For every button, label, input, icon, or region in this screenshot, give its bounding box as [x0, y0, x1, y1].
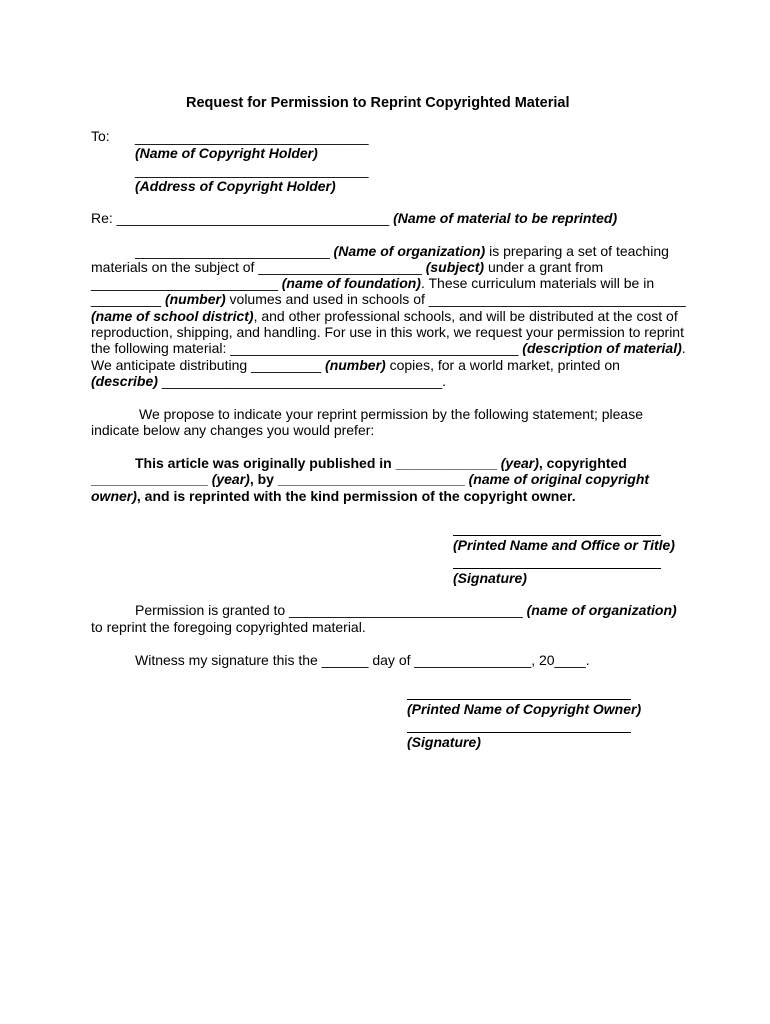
org-caption: (Name of organization) [333, 243, 486, 259]
to-label: To: [91, 128, 110, 144]
original-owner-caption: owner) [91, 488, 137, 504]
foundation-blank: ________________________ [91, 275, 278, 291]
body-line-8 [91, 357, 620, 373]
body-line-6: reproduction, shipping, and handling. For use in this work, we request your permission to reprint [91, 324, 684, 340]
body-line-3 [91, 275, 654, 291]
owner-signature-caption: (Signature) [407, 734, 481, 750]
owner-printed-name-caption: (Printed Name of Copyright Owner) [407, 701, 642, 717]
granted-org-caption: (name of organization) [526, 602, 677, 618]
body-text: materials on the subject of [91, 259, 255, 275]
day-blank: ______ [321, 652, 369, 668]
propose-line-2: indicate below any changes you would prefer: [91, 422, 375, 438]
grant-line-1 [135, 602, 677, 618]
material-blank: _____________________________________ [230, 340, 519, 356]
describe-caption: (describe) [91, 373, 158, 389]
copyright-year-blank: _______________ [91, 471, 208, 487]
to-holder-name-caption: (Name of Copyright Holder) [135, 145, 318, 161]
copies-blank: _________ [251, 357, 322, 373]
material-caption: (description of material) [522, 340, 682, 356]
body-line-1 [135, 243, 669, 259]
re-line [91, 210, 617, 226]
foundation-caption: (name of foundation) [281, 275, 421, 291]
subject-blank: _____________________ [258, 259, 422, 275]
org-blank: _________________________ [135, 243, 330, 259]
grant-line-2: to reprint the foregoing copyrighted material. [91, 619, 366, 635]
witness-line [135, 652, 590, 668]
copies-caption: (number) [325, 357, 386, 373]
propose-line-1: We propose to indicate your reprint permission by the following statement; please [139, 406, 644, 422]
statement-line-1 [135, 455, 627, 471]
statement-line-3 [91, 488, 576, 504]
owner-printed-name-line [407, 699, 631, 700]
granted-org-blank: ______________________________ [289, 602, 523, 618]
witness-text: day of [372, 652, 411, 668]
volumes-caption: (number) [164, 291, 226, 307]
describe-blank: ____________________________________ [161, 373, 443, 389]
witness-text: Witness my signature this the [135, 652, 318, 668]
body-text: , and other professional schools, and will be distributed at the cost of [253, 308, 678, 324]
owner-signature-line [407, 732, 631, 733]
signature-caption: (Signature) [453, 570, 527, 586]
district-blank: _________________________________ [428, 291, 686, 307]
body-line-4 [91, 291, 686, 307]
grant-text: Permission is granted to [135, 602, 286, 618]
to-holder-address-caption: (Address of Copyright Holder) [135, 178, 336, 194]
body-text: We anticipate distributing [91, 357, 248, 373]
original-owner-blank: ________________________ [277, 471, 465, 487]
statement-text: , by [249, 471, 274, 487]
body-text: volumes and used in schools of [229, 291, 425, 307]
statement-text: , copyrighted [538, 455, 627, 471]
published-year-caption: (year) [500, 455, 539, 471]
body-text: is preparing a set of teaching [489, 243, 669, 259]
statement-text: This article was originally published in [135, 455, 392, 471]
signature-line [453, 568, 661, 569]
document-title: Request for Permission to Reprint Copyrighted Material [186, 95, 570, 111]
printed-name-line [453, 535, 661, 536]
re-caption: (Name of material to be reprinted) [393, 210, 618, 226]
to-holder-address-blank: ______________________________ [135, 162, 369, 178]
to-holder-name-blank: ______________________________ [135, 129, 369, 145]
volumes-blank: _________ [91, 291, 162, 307]
body-line-7 [91, 340, 686, 356]
witness-text: . [585, 652, 590, 668]
published-year-blank: _____________ [395, 455, 497, 471]
district-caption: (name of school district) [91, 308, 254, 324]
body-text: . These curriculum materials will be in [420, 275, 655, 291]
original-owner-caption: (name of original copyright [468, 471, 650, 487]
statement-line-2 [91, 471, 649, 487]
body-text: . [442, 373, 447, 389]
body-text: the following material: [91, 340, 227, 356]
body-text: . [681, 340, 686, 356]
body-text: under a grant from [487, 259, 604, 275]
body-text: copies, for a world market, printed on [389, 357, 620, 373]
subject-caption: (subject) [425, 259, 485, 275]
statement-text: , and is reprinted with the kind permission of the copyright owner. [136, 488, 576, 504]
re-label: Re: [91, 210, 113, 226]
printed-name-caption: (Printed Name and Office or Title) [453, 537, 675, 553]
witness-text: , 20 [531, 652, 555, 668]
copyright-year-caption: (year) [211, 471, 250, 487]
body-line-9 [91, 373, 446, 389]
month-blank: _______________ [414, 652, 532, 668]
body-line-2 [91, 259, 603, 275]
re-blank: ___________________________________ [116, 210, 390, 226]
body-line-5 [91, 308, 678, 324]
year-blank: ____ [554, 652, 586, 668]
